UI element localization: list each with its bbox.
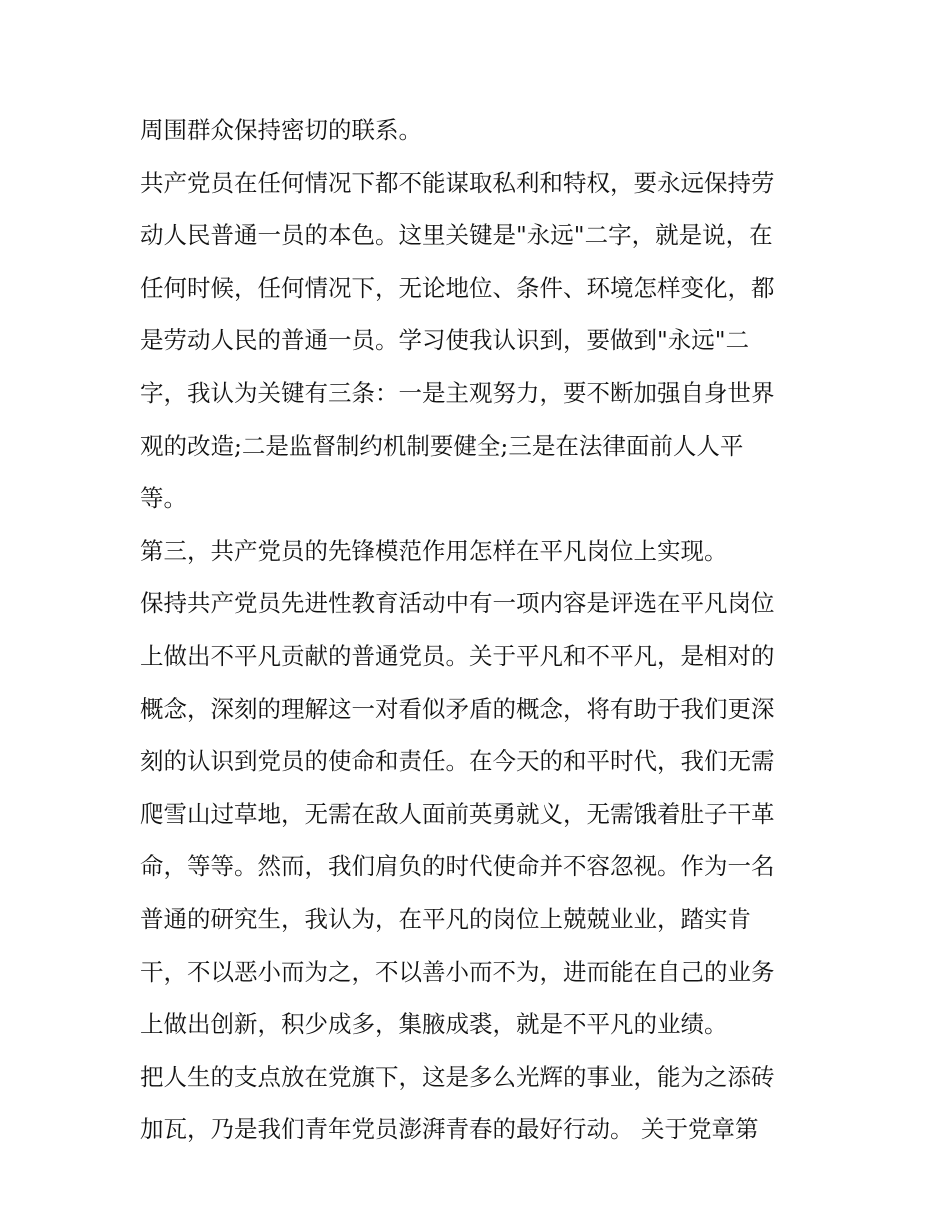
text-line: 第三，共产党员的先锋模范作用怎样在平凡岗位上实现。 <box>140 536 728 565</box>
text-line: 字，我认为关键有三条：一是主观努力，要不断加强自身世界 <box>140 378 775 407</box>
text-line: 周围群众保持密切的联系。 <box>140 116 422 144</box>
text-line: 共产党员在任何情况下都不能谋取私利和特权，要永远保持劳 <box>140 168 775 197</box>
text-line: 加瓦，乃是我们青年党员澎湃青春的最好行动。 关于党章第 <box>140 1115 759 1144</box>
text-line: 保持共产党员先进性教育活动中有一项内容是评选在平凡岗位 <box>140 589 775 618</box>
text-line: 动人民普通一员的本色。这里关键是"永远"二字，就是说，在 <box>140 221 773 250</box>
text-line: 刻的认识到党员的使命和责任。在今天的和平时代，我们无需 <box>140 747 775 776</box>
text-line: 是劳动人民的普通一员。学习使我认识到，要做到"永远"二 <box>140 326 750 355</box>
text-line: 上做出不平凡贡献的普通党员。关于平凡和不平凡，是相对的 <box>140 641 775 670</box>
text-line: 任何时候，任何情况下，无论地位、条件、环境怎样变化，都 <box>140 273 775 302</box>
text-line: 干，不以恶小而为之，不以善小而不为，进而能在自己的业务 <box>140 957 775 986</box>
text-line: 等。 <box>140 484 187 513</box>
text-line: 把人生的支点放在党旗下，这是多么光辉的事业，能为之添砖 <box>140 1062 775 1091</box>
text-line: 概念，深刻的理解这一对看似矛盾的概念，将有助于我们更深 <box>140 694 775 723</box>
text-line: 上做出创新，积少成多，集腋成裘，就是不平凡的业绩。 <box>140 1010 728 1039</box>
text-line: 命，等等。然而，我们肩负的时代使命并不容忽视。作为一名 <box>140 852 775 881</box>
text-line: 普通的研究生，我认为，在平凡的岗位上兢兢业业，踏实肯 <box>140 904 751 933</box>
text-line: 爬雪山过草地，无需在敌人面前英勇就义，无需饿着肚子干革 <box>140 799 775 828</box>
document-body <box>140 104 830 1156</box>
text-line: 观的改造;二是监督制约机制要健全;三是在法律面前人人平 <box>140 431 744 460</box>
